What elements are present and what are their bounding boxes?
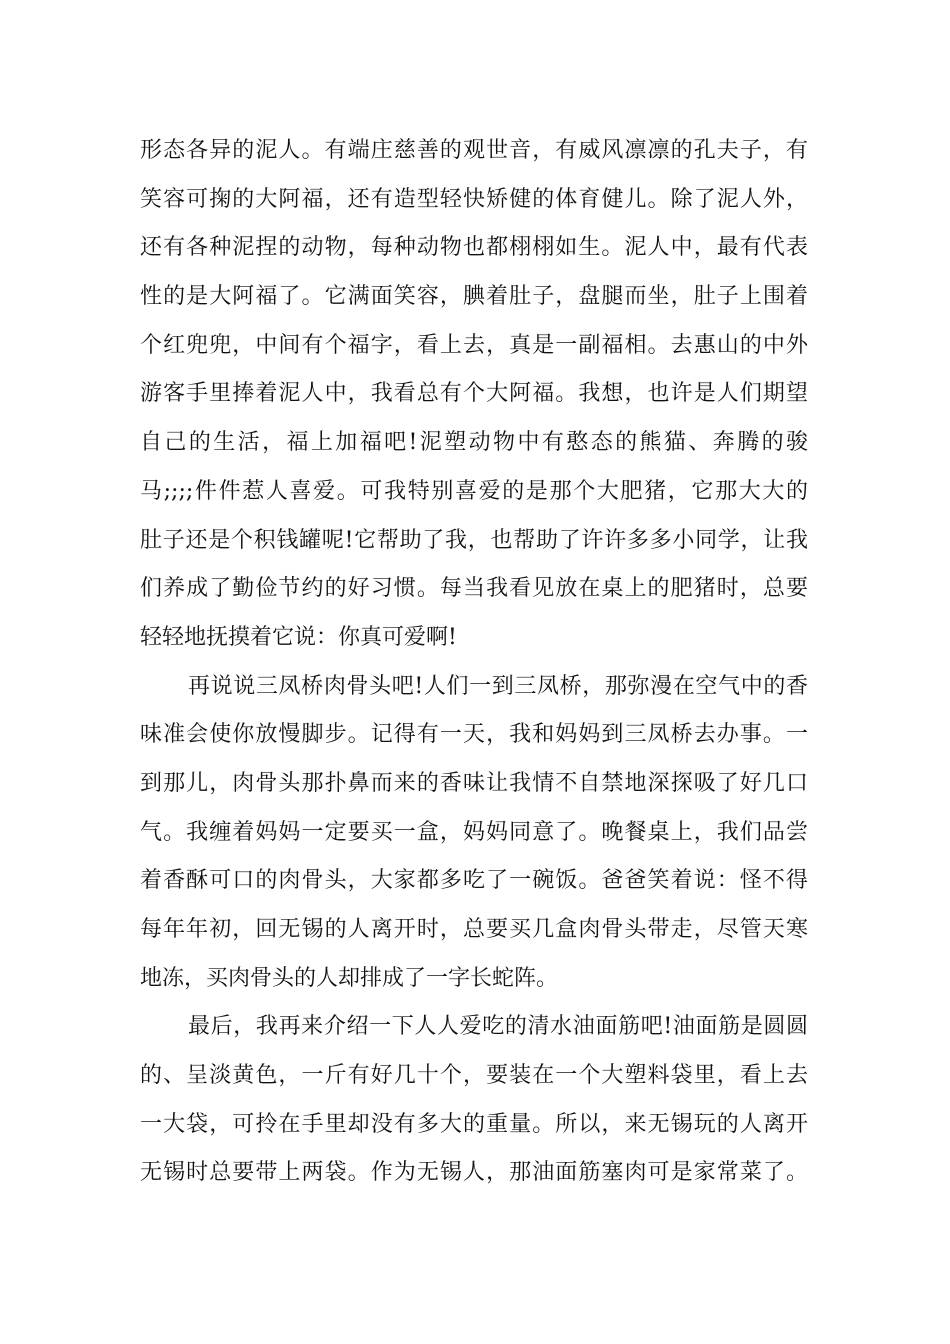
text-line: 着香酥可口的肉骨头，大家都多吃了一碗饭。爸爸笑着说：怪不得 (140, 868, 808, 894)
paragraph-spare-ribs (140, 663, 808, 1004)
text-line: 一大袋，可拎在手里却没有多大的重量。所以，来无锡玩的人离开 (140, 1111, 808, 1137)
text-line: 再说说三凤桥肉骨头吧!人们一到三凤桥，那弥漫在空气中的香 (188, 673, 808, 699)
document-page (140, 127, 808, 1198)
text-line: 自己的生活，福上加福吧!泥塑动物中有憨态的熊猫、奔腾的骏 (140, 430, 808, 456)
text-line: 性的是大阿福了。它满面笑容，腆着肚子，盘腿而坐，肚子上围着 (140, 284, 808, 310)
text-line: 笑容可掬的大阿福，还有造型轻快矫健的体育健儿。除了泥人外， (140, 186, 808, 212)
text-line: 马;;;;件件惹人喜爱。可我特别喜爱的是那个大肥猪，它那大大的 (140, 478, 808, 504)
text-line: 地冻，买肉骨头的人却排成了一字长蛇阵。 (140, 965, 559, 991)
text-line: 们养成了勤俭节约的好习惯。每当我看见放在桌上的肥猪时，总要 (140, 576, 808, 602)
text-line: 轻轻地抚摸着它说：你真可爱啊! (140, 624, 457, 650)
text-line: 味准会使你放慢脚步。记得有一天，我和妈妈到三凤桥去办事。一 (140, 722, 808, 748)
text-line: 游客手里捧着泥人中，我看总有个大阿福。我想，也许是人们期望 (140, 381, 808, 407)
text-line: 到那儿，肉骨头那扑鼻而来的香味让我情不自禁地深探吸了好几口 (140, 770, 808, 796)
text-line: 还有各种泥捏的动物，每种动物也都栩栩如生。泥人中，最有代表 (140, 235, 808, 261)
text-line: 肚子还是个积钱罐呢!它帮助了我，也帮助了许许多多小同学，让我 (140, 527, 808, 553)
text-line: 每年年初，回无锡的人离开时，总要买几盒肉骨头带走，尽管天寒 (140, 917, 808, 942)
text-line: 个红兜兜，中间有个福字，看上去，真是一副福相。去惠山的中外 (140, 332, 808, 358)
text-line: 的、呈淡黄色，一斤有好几十个，要装在一个大塑料袋里，看上去 (140, 1063, 808, 1089)
text-line: 气。我缠着妈妈一定要买一盒，妈妈同意了。晚餐桌上，我们品尝 (140, 819, 808, 845)
text-line: 形态各异的泥人。有端庄慈善的观世音，有威风凛凛的孔夫子，有 (140, 138, 808, 163)
text-line: 无锡时总要带上两袋。作为无锡人，那油面筋塞肉可是家常菜了。 (140, 1160, 808, 1186)
paragraph-clay-figures (140, 127, 808, 663)
text-line: 最后，我再来介绍一下人人爱吃的清水油面筋吧!油面筋是圆圆 (188, 1014, 808, 1040)
paragraph-gluten-balls (140, 1003, 808, 1198)
